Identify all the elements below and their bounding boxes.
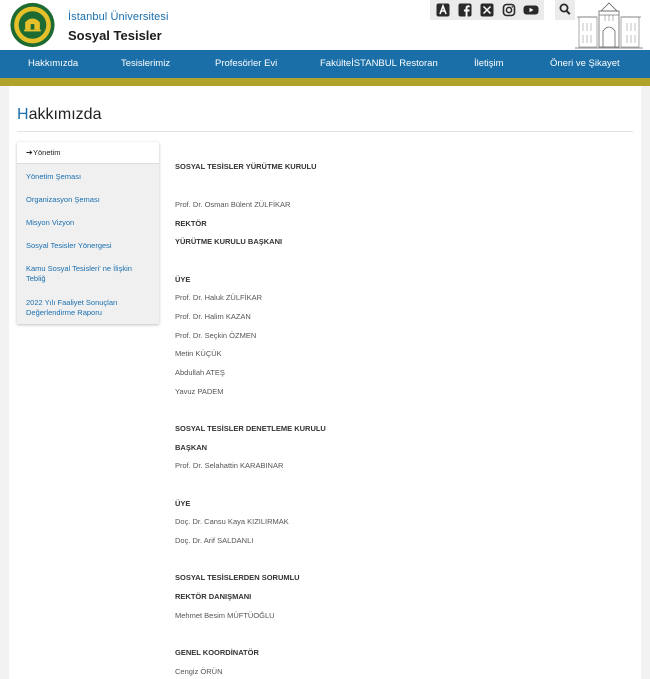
nav-item-iletisim[interactable]: İletişim	[474, 58, 504, 69]
search-icon	[559, 3, 571, 16]
content-area	[9, 86, 641, 679]
text-line: Cengiz ÖRÜN	[175, 667, 223, 676]
text-line: ÜYE	[175, 499, 191, 508]
text-line: BAŞKAN	[175, 443, 208, 452]
accent-divider	[0, 78, 650, 86]
sidebar-item-label: Yönetim	[33, 148, 61, 157]
text-line: Metin KÜÇÜK	[175, 349, 222, 358]
university-name[interactable]: İstanbul Üniversitesi	[68, 11, 169, 23]
arrow-right-icon: ➔	[26, 148, 33, 157]
site-header	[0, 0, 650, 50]
accessibility-icon[interactable]	[436, 3, 450, 17]
main-navigation	[0, 50, 650, 78]
search-button[interactable]	[555, 0, 575, 20]
university-gate-illustration	[575, 1, 643, 49]
sidebar-item-faaliyet-raporu[interactable]: 2022 Yılı Faaliyet Sonuçları Değerlendirme Raporu	[26, 298, 118, 317]
nav-item-profesorler-evi[interactable]: Profesörler Evi	[215, 58, 278, 69]
text-line: YÜRÜTME KURULU BAŞKANI	[175, 237, 283, 246]
text-line: ÜYE	[175, 275, 191, 284]
text-line: Yavuz PADEM	[175, 387, 224, 396]
text-line: Doç. Dr. Arif SALDANLI	[175, 536, 254, 545]
social-links	[430, 0, 544, 20]
instagram-icon[interactable]	[502, 3, 516, 17]
nav-item-tesislerimiz[interactable]: Tesislerimiz	[121, 58, 171, 69]
sidebar-menu	[17, 142, 159, 324]
title-divider	[17, 131, 633, 132]
sidebar-item-yonetim-semasi[interactable]: Yönetim Şeması	[26, 172, 82, 181]
text-line: Prof. Dr. Osman Bülent ZÜLFİKAR	[175, 200, 291, 209]
text-line: SOSYAL TESİSLER DENETLEME KURULU	[175, 424, 326, 433]
text-line: GENEL KOORDİNATÖR	[175, 648, 259, 657]
nav-item-hakkimizda[interactable]: Hakkımızda	[28, 58, 79, 69]
university-seal-logo[interactable]	[8, 2, 57, 48]
x-icon[interactable]	[480, 3, 494, 17]
sidebar-item-yonetim[interactable]	[17, 142, 159, 164]
sidebar-item-yonerge[interactable]: Sosyal Tesisler Yönergesi	[26, 241, 112, 250]
site-title[interactable]: Sosyal Tesisler	[68, 28, 162, 43]
text-line: Prof. Dr. Selahattin KARABINAR	[175, 461, 284, 470]
text-line: Abdullah ATEŞ	[175, 368, 225, 377]
text-line: Doç. Dr. Cansu Kaya KIZILIRMAK	[175, 517, 289, 526]
text-line: REKTÖR	[175, 219, 207, 228]
sidebar-item-teblig[interactable]: Kamu Sosyal Tesisleri' ne İlişkin Tebliğ	[26, 264, 132, 283]
page-title: Hakkımızda	[17, 106, 102, 123]
youtube-icon[interactable]	[523, 3, 539, 17]
sidebar-item-misyon-vizyon[interactable]: Misyon Vizyon	[26, 218, 75, 227]
sidebar-item-organizasyon-semasi[interactable]: Organizasyon Şeması	[26, 195, 100, 204]
text-line: SOSYAL TESİSLERDEN SORUMLU	[175, 573, 300, 582]
nav-item-restoran[interactable]: FakülteİSTANBUL Restoran	[320, 58, 438, 69]
text-line: REKTÖR DANIŞMANI	[175, 592, 252, 601]
text-line: Mehmet Besim MÜFTÜOĞLU	[175, 611, 275, 620]
facebook-icon[interactable]	[458, 3, 472, 17]
text-line: Prof. Dr. Haluk ZÜLFİKAR	[175, 293, 263, 302]
text-line: SOSYAL TESİSLER YÜRÜTME KURULU	[175, 162, 317, 171]
nav-item-oneri-sikayet[interactable]: Öneri ve Şikayet	[550, 58, 620, 69]
text-line: Prof. Dr. Seçkin ÖZMEN	[175, 331, 257, 340]
text-line: Prof. Dr. Halim KAZAN	[175, 312, 251, 321]
